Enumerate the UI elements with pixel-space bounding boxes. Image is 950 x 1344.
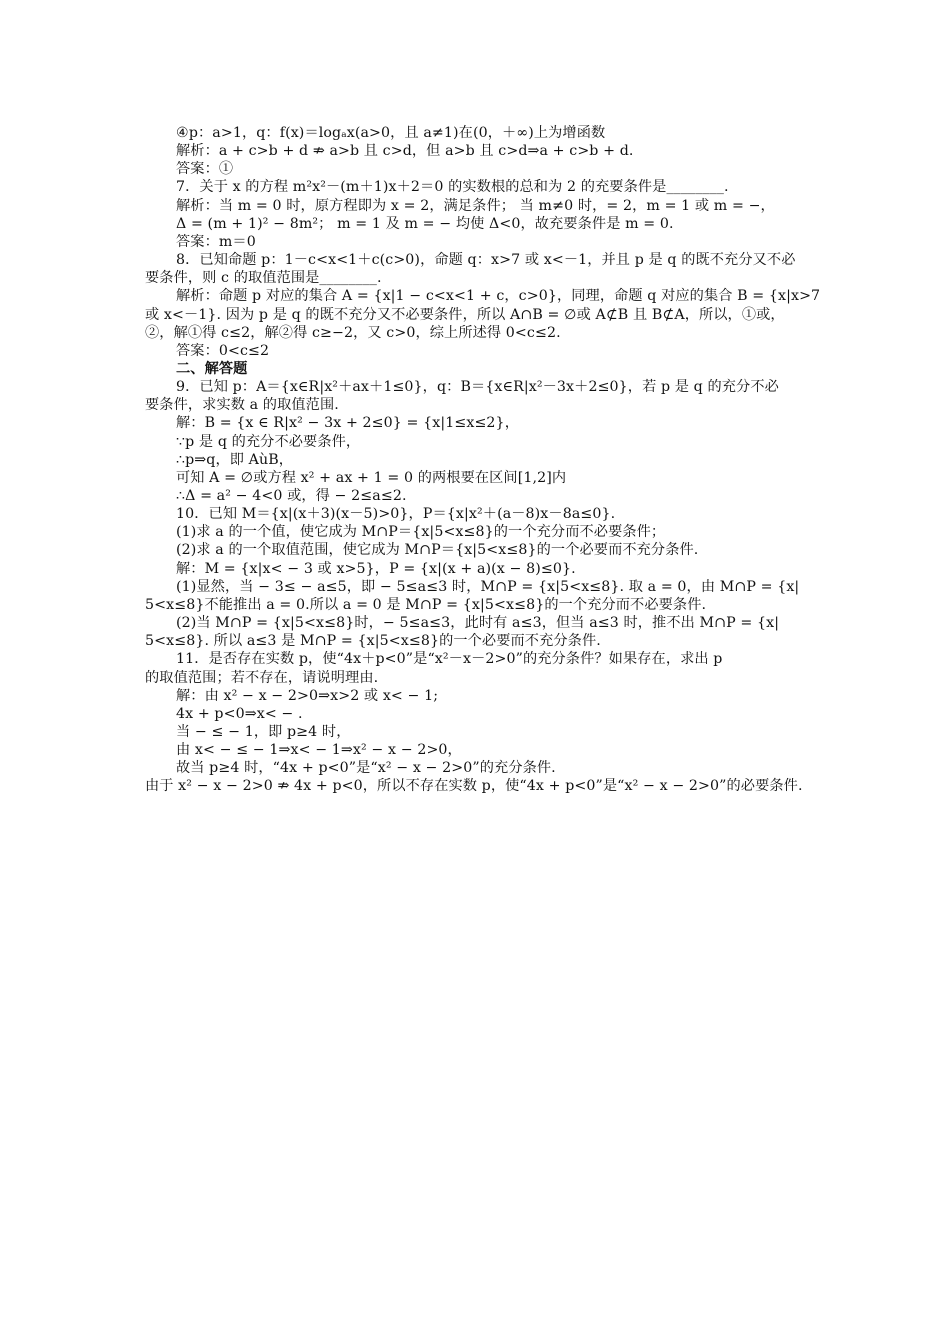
text-line: ∴Δ = a² − 4<0 或，得 − 2≤a≤2.: [176, 488, 407, 504]
text-line: 由 x< − ≤ − 1⇒x< − 1⇒x² − x − 2>0，: [176, 742, 462, 759]
text-line: 答案：m＝0: [176, 233, 256, 250]
text-line: (1)显然，当 − 3≤ − a≤5，即 − 5≤a≤3 时，M∩P = {x|5<x≤8}. 取 a = 0，由 M∩P = {x|: [176, 578, 800, 595]
text-line: 5<x≤8}不能推出 a = 0.所以 a = 0 是 M∩P = {x|5<x≤8}的一个充分而不必要条件.: [145, 596, 707, 613]
text-line: 11．是否存在实数 p，使“4x＋p<0”是“x²－x－2>0”的充分条件？如果存在，求出 p: [176, 651, 723, 668]
text-line: 10．已知 M＝{x|(x＋3)(x－5)>0}，P＝{x|x²＋(a－8)x－8a≤0}.: [176, 506, 616, 523]
text-line: 解：B = {x ∈ R|x² − 3x + 2≤0} = {x|1≤x≤2}，: [176, 415, 519, 432]
text-line: 答案：①: [176, 161, 234, 178]
text-line: 解析：当 m = 0 时，原方程即为 x = 2，满足条件； 当 m≠0 时，= 2，m = 1 或 m = −，: [176, 197, 775, 214]
text-line: ④p：a>1，q：f(x)＝logₐx(a>0，且 a≠1)在(0，＋∞)上为增函数: [176, 125, 606, 141]
text-line: Δ = (m + 1)² − 8m²； m = 1 及 m = − 均使 Δ<0，故充要条件是 m = 0.: [176, 215, 674, 232]
text-line: 7．关于 x 的方程 m²x²－(m＋1)x＋2＝0 的实数根的总和为 2 的充要条件是________.: [176, 179, 729, 196]
text-line: 5<x≤8}. 所以 a≤3 是 M∩P = {x|5<x≤8}的一个必要而不充分条件.: [145, 633, 601, 650]
text-line: 解析：a + c>b + d ⇏ a>b 且 c>d，但 a>b 且 c>d⇒a + c>b + d.: [176, 143, 634, 160]
text-line: 解：M = {x|x< − 3 或 x>5}，P = {x|(x + a)(x − 8)≤0}.: [176, 560, 576, 577]
text-line: 9．已知 p：A＝{x∈R|x²＋ax＋1≤0}，q：B＝{x∈R|x²－3x＋2≤0}，若 p 是 q 的充分不必: [176, 379, 779, 396]
text-line: 或 x<－1}. 因为 p 是 q 的既不充分又不必要条件，所以 A∩B = ∅或 A⊄B 且 B⊄A，所以，①或，: [145, 306, 785, 323]
text-line: 由于 x² − x − 2>0 ⇏ 4x + p<0，所以不存在实数 p，使“4x + p<0”是“x² − x − 2>0”的必要条件.: [145, 778, 803, 795]
text-line: 8．已知命题 p：1－c<x<1＋c(c>0)，命题 q：x>7 或 x<－1，并且 p 是 q 的既不充分又不必: [176, 252, 796, 269]
text-line: ②，解①得 c≤2，解②得 c≥−2，又 c>0，综上所述得 0<c≤2.: [145, 324, 561, 341]
text-line: 要条件，则 c 的取值范围是________.: [145, 270, 382, 287]
text-line: 答案：0<c≤2: [176, 342, 270, 359]
text-line: 二、解答题: [176, 360, 248, 377]
text-line: 当 − ≤ − 1，即 p≥4 时，: [176, 723, 351, 740]
text-line: (2)求 a 的一个取值范围，使它成为 M∩P＝{x|5<x≤8}的一个必要而不充分条件.: [176, 542, 699, 559]
text-line: 解：由 x² − x − 2>0⇒x>2 或 x< − 1;: [176, 687, 439, 704]
text-line: (2)当 M∩P = {x|5<x≤8}时，− 5≤a≤3，此时有 a≤3，但当 a≤3 时，推不出 M∩P = {x|: [176, 615, 780, 632]
text-line: 可知 A = ∅或方程 x² + ax + 1 = 0 的两根要在区间[1,2]内: [176, 469, 567, 486]
text-line: (1)求 a 的一个值，使它成为 M∩P＝{x|5<x≤8}的一个充分而不必要条件；: [176, 524, 666, 541]
text-line: 的取值范围；若不存在，请说明理由.: [145, 669, 379, 686]
text-line: 解析：命题 p 对应的集合 A = {x|1 − c<x<1 + c，c>0}，同理，命题 q 对应的集合 B = {x|x>7: [176, 288, 821, 305]
text-line: 要条件，求实数 a 的取值范围.: [145, 397, 339, 414]
text-line: ∵p 是 q 的充分不必要条件，: [176, 433, 361, 450]
text-line: 故当 p≥4 时，“4x + p<0”是“x² − x − 2>0”的充分条件.: [176, 760, 556, 777]
text-line: 4x + p<0⇒x< − .: [176, 705, 303, 722]
text-line: ∴p⇒q，即 AùB，: [176, 451, 294, 468]
